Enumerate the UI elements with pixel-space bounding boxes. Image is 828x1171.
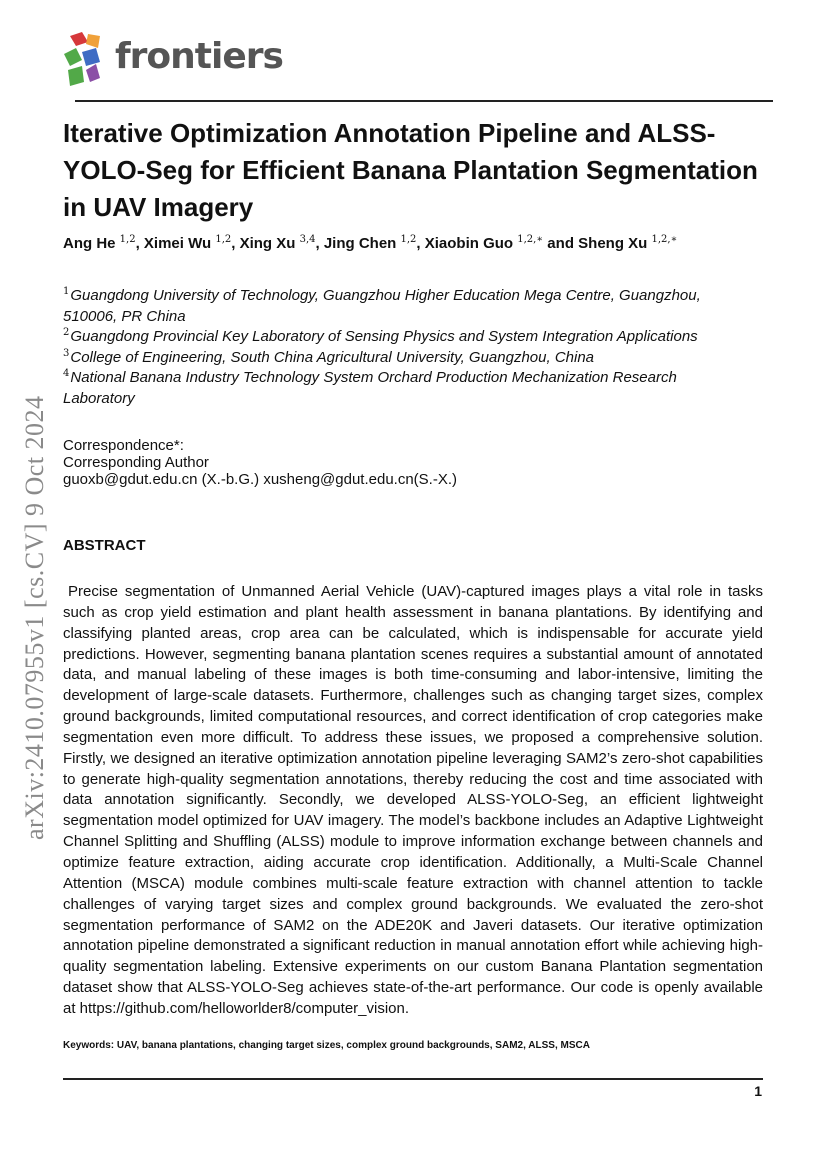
page-number: 1 (754, 1083, 762, 1099)
abstract-body: Precise segmentation of Unmanned Aerial Vehicle (UAV)-captured images plays a vital role in tasks such as crop yield estimation and plant health assessment in banana plantations. By identifying and classifying planted areas, crop area can be calculated, which is indispensable for accurate yield predictions. However, segmenting banana plantation scenes requires a substantial amount of annotated data, and manual labeling of these images is both time-consuming and labor-intensive, limiting the development of large-scale datasets. Furthermore, challenges such as changing target sizes, complex ground backgrounds, limited computational resources, and correct identification of crop categories make segmentation even more difficult. To address these issues, we proposed a comprehensive solution. Firstly, we designed an iterative optimization annotation pipeline leveraging SAM2’s zero-shot capabilities to generate high-quality segmentation annotations, thereby reducing the cost and time associated with data annotation significantly. Secondly, we developed ALSS-YOLO-Seg, an efficient lightweight segmentation model optimized for UAV imagery. The model’s backbone includes an Adaptive Lightweight Channel Splitting and Shuffling (ALSS) module to improve information exchange between channels and optimize feature extraction, aiding accurate crop identification. Additionally, a Multi-Scale Channel Attention (MSCA) module combines multi-scale feature extraction with channel attention to tackle challenges of varying target sizes and complex ground backgrounds. We evaluated the zero-shot segmentation performance of SAM2 on the ADE20K and Javeri datasets. Our iterative optimization annotation pipeline demonstrated a significant reduction in manual annotation effort while achieving high-quality segmentation labeling. Extensive experiments on our custom Banana Plantation segmentation dataset show that ALSS-YOLO-Seg achieves state-of-the-art performance. Our code is openly available at https://github.com/helloworlder8/computer_vision. (63, 583, 763, 1017)
affiliation-text: Guangdong University of Technology, Guangzhou Higher Education Mega Centre, Guangzhou, 510006, PR China (63, 287, 701, 325)
affiliation-list (63, 286, 743, 409)
affiliation-text: Guangdong Provincial Key Laboratory of Sensing Physics and System Integration Applications (70, 328, 698, 345)
correspondence-emails: guoxb@gdut.edu.cn (X.-b.G.) xusheng@gdut.edu.cn(S.-X.) (63, 471, 457, 488)
corresponding-author-label: Corresponding Author (63, 454, 209, 471)
correspondence-label: Correspondence*: (63, 437, 184, 454)
author-affiliation-marker: 1,2 (215, 234, 232, 245)
affiliation-text: College of Engineering, South China Agricultural University, Guangzhou, China (70, 348, 595, 366)
author-list: Ang He $^{1,2}$, Ximei Wu $^{1,2}$, Xing Xu $^{3,4}$, Jing Chen $^{1,2}$, Xiaobin Guo $^{1,2,∗}$ and Sheng Xu $^{1,2,∗}$ (63, 234, 678, 252)
keywords-line: Keywords: UAV, banana plantations, changing target sizes, complex ground backgrounds, SAM2, ALSS, MSCA (63, 1040, 590, 1051)
affiliation-item (63, 286, 743, 327)
affiliation-number: 3 (63, 347, 70, 359)
affiliation-item (63, 327, 743, 348)
author-affiliation-marker: 3,4 (299, 234, 316, 245)
author-affiliation-marker: 1,2 (400, 234, 417, 245)
affiliation-number: 1 (63, 286, 70, 297)
author-name: Sheng Xu (578, 235, 652, 252)
author-affiliation-marker: 1,2,∗ (517, 234, 544, 245)
header-rule (75, 100, 773, 102)
author-name: Xing Xu (239, 235, 300, 252)
affiliation-item (63, 348, 743, 369)
affiliation-number: 4 (63, 368, 70, 379)
affiliation-item (63, 368, 743, 409)
author-name: Ang He (63, 235, 120, 252)
author-name: Xiaobin Guo (424, 235, 518, 252)
arxiv-identifier-stamp: arXiv:2410.07955v1 [cs.CV] 9 Oct 2024 (20, 395, 49, 840)
paper-title: Iterative Optimization Annotation Pipeline and ALSS-YOLO-Seg for Efficient Banana Plantation Segmentation in UAV Imagery (63, 118, 758, 222)
author-affiliation-marker: 1,2,∗ (651, 234, 678, 245)
frontiers-cube-icon (60, 30, 112, 92)
logo-wordmark: frontiers (115, 36, 283, 77)
abstract-heading: ABSTRACT (63, 537, 146, 554)
affiliation-number: 2 (63, 327, 70, 338)
affiliation-text: National Banana Industry Technology System Orchard Production Mechanization Research Laboratory (63, 369, 677, 407)
frontiers-logo (60, 30, 283, 92)
author-name: Jing Chen (323, 235, 401, 252)
author-name: Ximei Wu (143, 235, 216, 252)
author-affiliation-marker: 1,2 (119, 234, 136, 245)
footer-rule (63, 1078, 763, 1080)
correspondence-block (63, 437, 663, 488)
